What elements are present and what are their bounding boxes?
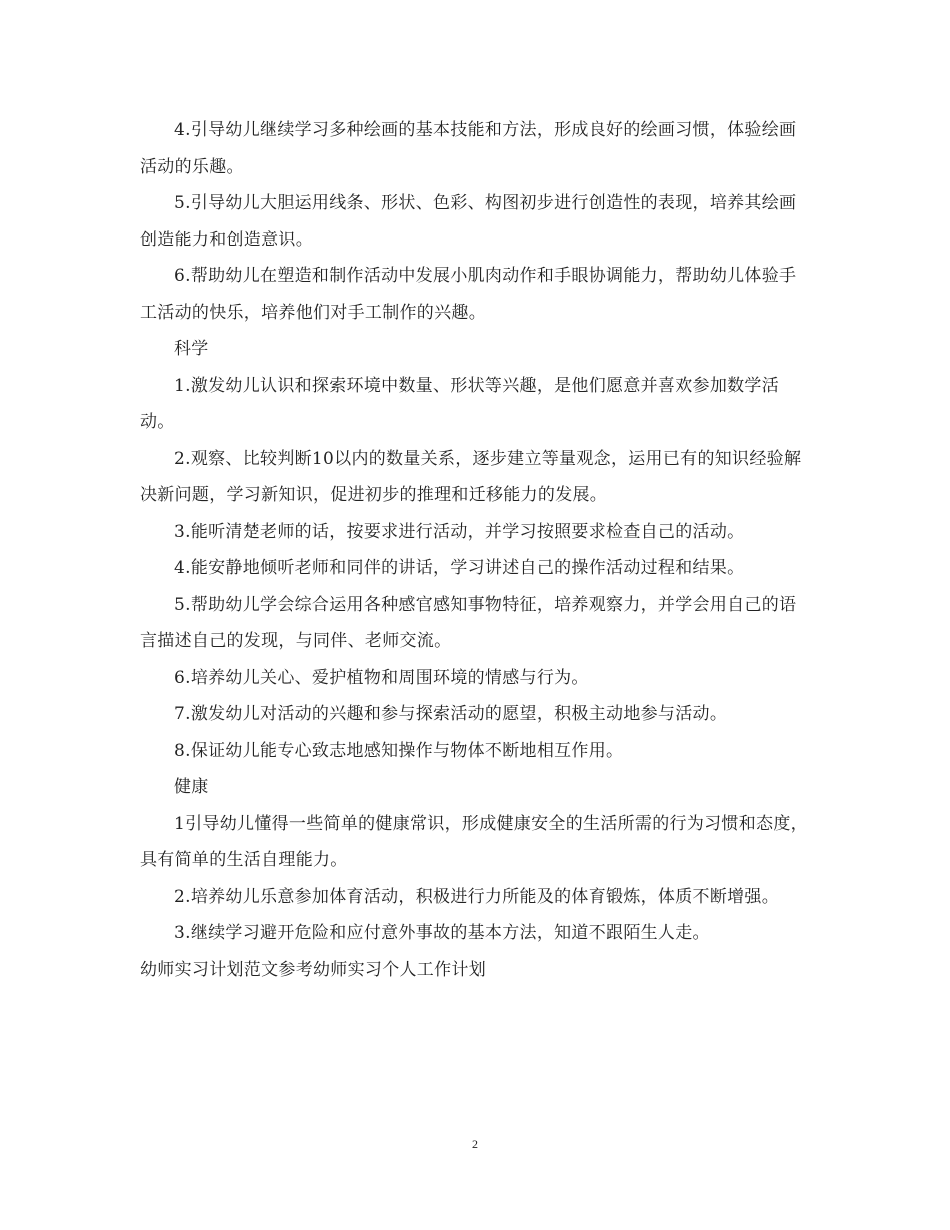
paragraph-science-3: 3.能听清楚老师的话，按要求进行活动，并学习按照要求检查自己的活动。 xyxy=(174,521,745,542)
paragraph-art-6: 6.帮助幼儿在塑造和制作活动中发展小肌肉动作和手眼协调能力，帮助幼儿体验手工活动的快乐，培养他们对手工制作的兴趣。 xyxy=(140,266,797,323)
paragraph-science-1: 1.激发幼儿认识和探索环境中数量、形状等兴趣，是他们愿意并喜欢参加数学活动。 xyxy=(140,375,780,432)
paragraph-health-1: 1引导幼儿懂得一些简单的健康常识，形成健康安全的生活所需的行为习惯和态度，具有简单的生活自理能力。 xyxy=(140,813,808,870)
paragraph-science-2: 2.观察、比较判断10以内的数量关系，逐步建立等量观念，运用已有的知识经验解决新问题，学习新知识，促进初步的推理和迁移能力的发展。 xyxy=(140,448,802,505)
document-body xyxy=(140,112,812,988)
page-number: 2 xyxy=(472,1137,478,1151)
paragraph-science-7: 7.激发幼儿对活动的兴趣和参与探索活动的愿望，积极主动地参与活动。 xyxy=(174,704,728,724)
paragraph-health-2: 2.培养幼儿乐意参加体育活动，积极进行力所能及的体育锻炼，体质不断增强。 xyxy=(174,886,780,907)
section-heading-health: 健康 xyxy=(174,777,209,797)
paragraph-science-5: 5.帮助幼儿学会综合运用各种感官感知事物特征，培养观察力，并学会用自己的语言描述自己的发现，与同伴、老师交流。 xyxy=(140,594,797,651)
paragraph-science-6: 6.培养幼儿关心、爱护植物和周围环境的情感与行为。 xyxy=(174,667,589,688)
closing-title: 幼师实习计划范文参考幼师实习个人工作计划 xyxy=(140,959,486,980)
paragraph-science-8: 8.保证幼儿能专心致志地感知操作与物体不断地相互作用。 xyxy=(174,740,624,761)
paragraph-science-4: 4.能安静地倾听老师和同伴的讲话，学习讲述自己的操作活动过程和结果。 xyxy=(174,558,745,578)
paragraph-art-5: 5.引导幼儿大胆运用线条、形状、色彩、构图初步进行创造性的表现，培养其绘画创造能力和创造意识。 xyxy=(140,193,797,250)
paragraph-health-3: 3.继续学习避开危险和应付意外事故的基本方法，知道不跟陌生人走。 xyxy=(174,923,710,943)
paragraph-art-4: 4.引导幼儿继续学习多种绘画的基本技能和方法，形成良好的绘画习惯，体验绘画活动的乐趣。 xyxy=(140,120,797,177)
section-heading-science: 科学 xyxy=(174,339,209,359)
